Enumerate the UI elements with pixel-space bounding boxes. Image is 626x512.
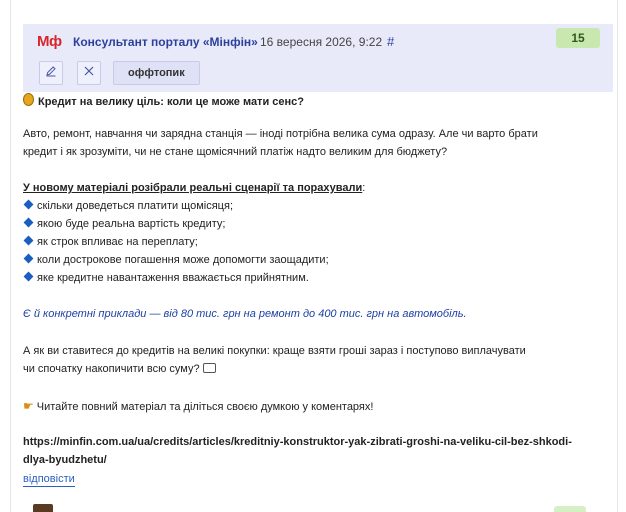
question-text: чи спочатку накопичити всю суму? xyxy=(23,363,200,375)
close-icon-glyph xyxy=(83,65,95,77)
bullet-item xyxy=(23,269,309,287)
bullet-text: яке кредитне навантаження вважається прийнятним. xyxy=(37,272,309,284)
comment-card xyxy=(10,0,618,512)
diamond-bullet-icon xyxy=(24,236,34,246)
bullet-text: як строк впливає на переплату; xyxy=(37,236,198,248)
intro-line-1: Авто, ремонт, навчання чи зарядна станція — іноді потрібна велика сума одразу. Але чи варто брати xyxy=(23,128,538,140)
diamond-bullet-icon xyxy=(24,254,34,264)
diamond-bullet-icon xyxy=(24,200,34,210)
diamond-bullet-icon xyxy=(24,272,34,282)
medal-icon xyxy=(23,93,34,106)
pencil-icon[interactable] xyxy=(39,61,63,85)
cta-line xyxy=(23,397,373,416)
article-link-line-1[interactable]: https://minfin.com.ua/ua/credits/articles/kreditniy-konstruktor-yak-zibrati-groshi-na-veliku-cil-bez-shkodi- xyxy=(23,436,572,448)
examples-text: Є й конкретні приклади — від 80 тис. грн на ремонт до 400 тис. грн на автомобіль. xyxy=(23,308,467,320)
bullet-item xyxy=(23,233,198,251)
reply-link[interactable]: відповісти xyxy=(23,473,75,485)
bullet-text: якою буде реальна вартість кредиту; xyxy=(37,218,226,230)
author-name[interactable]: Консультант порталу «Мінфін» xyxy=(73,35,258,49)
next-comment-avatar xyxy=(33,504,53,512)
post-date: 16 вересня 2026, 9:22 xyxy=(260,35,383,49)
close-icon[interactable] xyxy=(77,61,101,85)
bullet-text: скільки доведеться платити щомісяця; xyxy=(37,200,233,212)
post-title: Кредит на велику ціль: коли це може мати сенс? xyxy=(38,96,304,108)
section-heading-line xyxy=(23,179,365,197)
permalink[interactable]: # xyxy=(387,34,395,49)
next-comment-rating-badge xyxy=(554,506,586,512)
comment-header xyxy=(23,24,613,92)
article-link-line-2[interactable]: dlya-byudzhetu/ xyxy=(23,454,107,466)
question-line-1: А як ви ставитеся до кредитів на великі покупки: краще взяти гроші зараз і поступово виплачувати xyxy=(23,345,526,357)
tag-offtopic[interactable]: оффтопик xyxy=(113,61,200,85)
post-title-line xyxy=(23,92,304,111)
intro-line-2: кредит і як зрозуміти, чи не стане щомісячний платіж надто великим для бюджету? xyxy=(23,146,448,158)
bullet-item xyxy=(23,215,225,233)
diamond-bullet-icon xyxy=(24,218,34,228)
question-line-2 xyxy=(23,360,216,378)
bullet-item xyxy=(23,251,329,269)
heading-colon: : xyxy=(362,182,366,194)
bullet-text: коли дострокове погашення може допомогти заощадити; xyxy=(37,254,329,266)
pencil-icon-glyph xyxy=(45,65,57,77)
speech-bubble-icon xyxy=(203,363,216,373)
minfin-logo: Мф xyxy=(37,33,62,50)
rating-badge[interactable]: 15 xyxy=(556,28,600,48)
section-heading: У новому матеріалі розібрали реальні сценарії та порахували xyxy=(23,182,363,194)
bullet-item xyxy=(23,197,233,215)
cta-text: Читайте повний матеріал та діліться своєю думкою у коментарях! xyxy=(36,401,374,413)
pointing-hand-icon: ☛ xyxy=(23,399,34,413)
